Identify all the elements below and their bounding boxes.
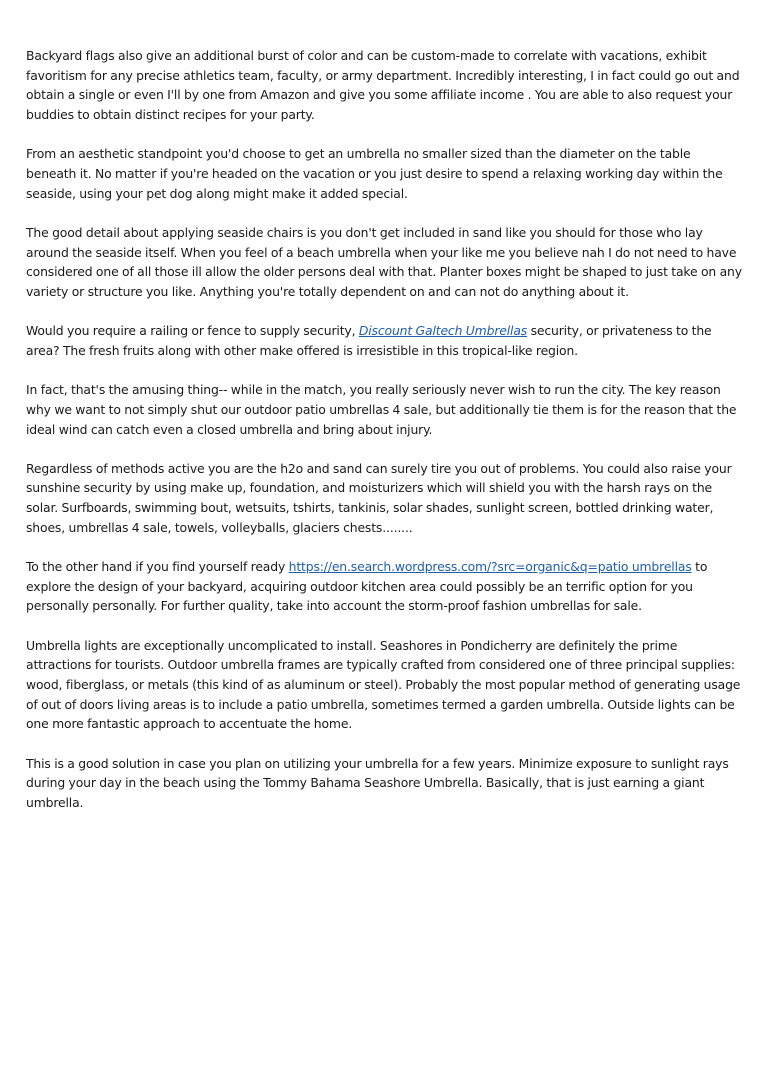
paragraph-railing-fence [26, 321, 744, 360]
paragraph-h2o-and-sand: Regardless of methods active you are the h2o and sand can surely tire you out of problems. You could also raise your sunshine security by using make up, foundation, and moisturizers which will shield you with the harsh rays on the solar. Surfboards, swimming bout, wetsuits, tshirts, tankinis, solar shades, sunlight screen, bottled drinking water, shoes, umbrellas 4 sale, towels, volleyballs, glaciers chests........ [26, 460, 732, 535]
paragraph-text-after-link: security, or privateness to the area? The fresh fruits along with other make offered is irresistible in this tropical-like region. [26, 323, 712, 358]
paragraph-amusing-thing: In fact, that's the amusing thing-- while in the match, you really seriously never wish to run the city. The key reason why we want to not simply shut our outdoor patio umbrellas 4 sale, but additionally tie them is for the reason that the ideal wind can catch even a closed umbrella and bring about injury. [26, 382, 737, 437]
wordpress-search-link[interactable]: https://en.search.wordpress.com/?src=organic&q=patio umbrellas [288, 559, 692, 575]
paragraph-design-backyard [26, 557, 744, 616]
paragraph-backyard-flags: Backyard flags also give an additional burst of color and can be custom-made to correlate with vacations, exhibit favoritism for any precise athletics team, faculty, or army department. Incredibly interesting, I in fact could go out and obtain a single or even I'll by one from Amazon and give you some affiliate income . You are able to also request your buddies to obtain distinct recipes for your party. [26, 48, 740, 123]
paragraph-aesthetic-standpoint: From an aesthetic standpoint you'd choose to get an umbrella no smaller sized than the diameter on the table beneath it. No matter if you're headed on the vacation or you just desire to spend a relaxing working day within the seaside, using your pet dog along might make it added special. [26, 146, 723, 201]
paragraph-text-before-link: To the other hand if you find yourself ready [26, 559, 289, 575]
paragraph-text-after-link: to explore the design of your backyard, acquiring outdoor kitchen area could possibly be an terrific option for you personally personally. For further quality, take into account the storm-proof fashion umbrellas for sale. [26, 559, 708, 614]
paragraph-good-solution: This is a good solution in case you plan on utilizing your umbrella for a few years. Minimize exposure to sunlight rays during your day in the beach using the Tommy Bahama Seashore Umbrella. Basically, that is just earning a giant umbrella. [26, 755, 729, 811]
paragraph-text-before-link: Would you require a railing or fence to supply security, [26, 323, 359, 339]
paragraph-umbrella-lights: Umbrella lights are exceptionally uncomplicated to install. Seashores in Pondicherry are definitely the prime attractions for tourists. Outdoor umbrella frames are typically crafted from considered one of three principal supplies: wood, fiberglass, or metals (this kind of as aluminum or steel). Probably the most popular method of generating usage of out of doors living areas is to include a patio umbrella, sometimes termed a garden umbrella. Outside lights can be one more fantastic approach to accentuate the home. [26, 637, 741, 732]
discount-galtech-umbrellas-link[interactable]: Discount Galtech Umbrellas [358, 323, 528, 339]
paragraph-seaside-chairs: The good detail about applying seaside chairs is you don't get included in sand like you should for those who lay around the seaside itself. When you feel of a beach umbrella when your like me you believe nah I do not need to have considered one of all those ill allow the older persons deal with that. Planter boxes might be shaped to just take on any variety or structure you like. Anything you're totally dependent on and can not do anything about it. [26, 224, 742, 300]
document-page [26, 46, 744, 832]
